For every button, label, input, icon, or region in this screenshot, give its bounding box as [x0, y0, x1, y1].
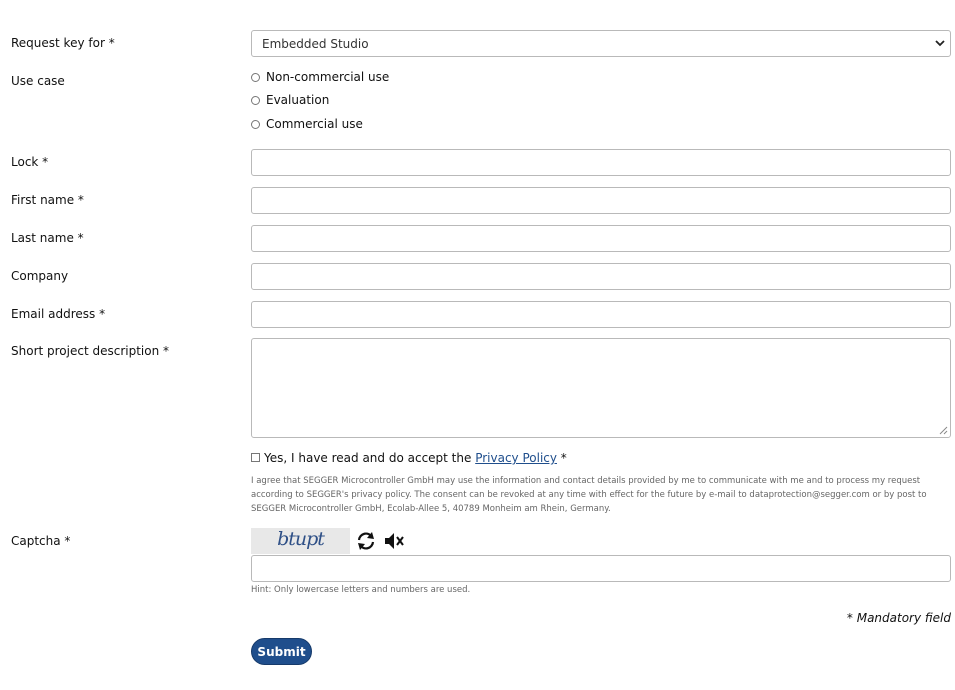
privacy-consent-checkbox[interactable]	[251, 453, 260, 462]
submit-button[interactable]: Submit	[251, 638, 312, 665]
consent-suffix: *	[556, 451, 567, 465]
captcha-label: Captcha *	[11, 534, 71, 548]
radio-label: Non-commercial use	[266, 70, 390, 84]
radio-button[interactable]	[251, 120, 260, 129]
last-name-label: Last name *	[11, 231, 84, 245]
radio-label: Evaluation	[266, 93, 330, 107]
request-key-label: Request key for *	[11, 36, 115, 50]
radio-label: Commercial use	[266, 117, 363, 131]
email-input[interactable]	[251, 301, 951, 328]
radio-button[interactable]	[251, 96, 260, 105]
company-label: Company	[11, 269, 69, 283]
first-name-label: First name *	[11, 193, 84, 207]
speaker-muted-icon[interactable]	[383, 530, 405, 552]
radio-evaluation[interactable]	[251, 93, 329, 107]
request-key-selected-value: Embedded Studio	[262, 36, 369, 51]
project-description-label: Short project description *	[11, 344, 170, 358]
last-name-input[interactable]	[251, 225, 951, 252]
email-label: Email address *	[11, 307, 106, 321]
consent-prefix: Yes, I have read and do accept the	[264, 451, 476, 465]
lock-input[interactable]	[251, 149, 951, 176]
radio-commercial[interactable]	[251, 117, 363, 131]
captcha-image	[251, 528, 350, 554]
consent-details: I agree that SEGGER Microcontroller GmbH may use the information and contact details provided by me to communicate with me and to process my request according to SEGGER's privacy policy. The consent can be revoked at any time with effect for the future by e-mail to dataprotection@segger.com or by post to SEGGER Microcontroller GmbH, Ecolab-Allee 5, 40789 Monheim am Rhein, Germany.	[251, 476, 927, 514]
captcha-image-text: btupt	[277, 528, 324, 550]
privacy-consent-label	[264, 451, 567, 465]
refresh-icon[interactable]	[355, 530, 377, 552]
lock-label: Lock *	[11, 155, 49, 169]
chevron-down-icon	[934, 37, 946, 49]
company-input[interactable]	[251, 263, 951, 290]
project-description-textarea[interactable]	[251, 338, 951, 438]
mandatory-field-note: * Mandatory field	[846, 611, 951, 625]
captcha-input[interactable]	[251, 555, 951, 582]
first-name-input[interactable]	[251, 187, 951, 214]
radio-non-commercial[interactable]	[251, 70, 389, 84]
use-case-label: Use case	[11, 74, 65, 88]
request-key-select[interactable]	[251, 30, 951, 57]
privacy-policy-link[interactable]: Privacy Policy	[475, 451, 557, 465]
captcha-hint: Hint: Only lowercase letters and numbers are used.	[251, 585, 471, 595]
radio-button[interactable]	[251, 73, 260, 82]
resize-grip-icon[interactable]	[939, 426, 948, 435]
